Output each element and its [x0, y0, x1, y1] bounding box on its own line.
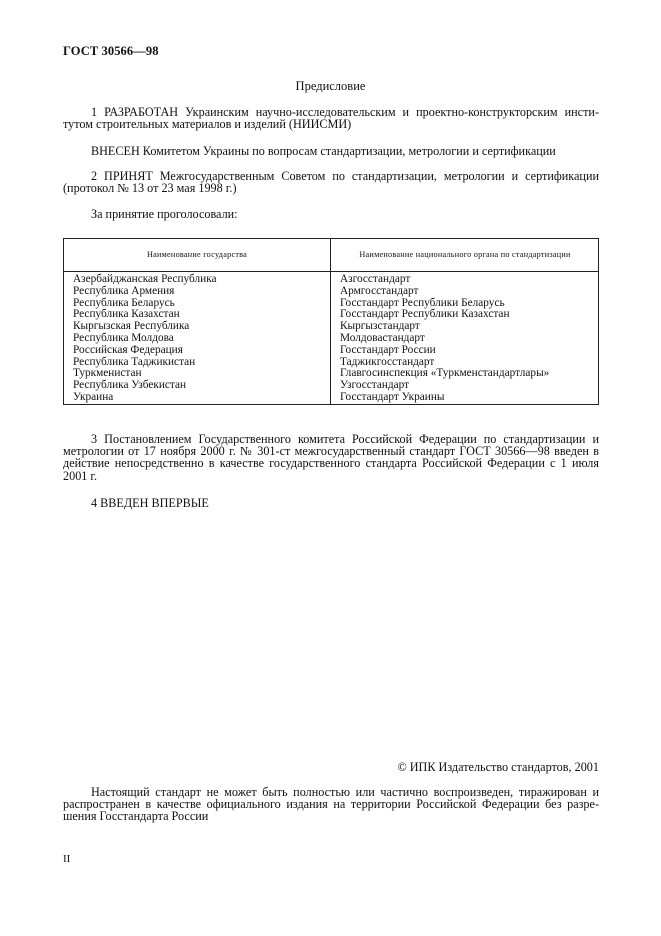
paragraph-adopted: [63, 170, 599, 194]
paragraph-enacted: [63, 433, 599, 482]
table-cell-state: Республика Беларусь: [73, 296, 175, 309]
table-cell-state: Туркменистан: [73, 367, 142, 380]
table-header-body: Наименование национального органа по стандартизации: [359, 250, 571, 259]
table-cell-state: Украина: [73, 390, 114, 403]
paragraph-line: 3 Постановлением Государственного комитета Российской Федерации по стандартизации и: [91, 432, 599, 446]
table-cell-state: Российская Федерация: [73, 343, 183, 356]
table-cell-state: Республика Молдова: [73, 331, 174, 344]
standards-bodies-column: [340, 274, 549, 404]
table-cell-body: Кыргызстандарт: [340, 320, 420, 333]
table-cell-state: Республика Армения: [73, 284, 175, 297]
paragraph-line: (протокол № 13 от 23 мая 1998 г.): [63, 181, 237, 196]
table-cell-body: Госстандарт Республики Казахстан: [340, 308, 510, 321]
table-cell-state: Республика Казахстан: [73, 308, 180, 321]
paragraph-line: 2001 г.: [63, 468, 98, 483]
table-cell-body: Узгосстандарт: [340, 379, 410, 392]
table-cell-body: Таджикгосстандарт: [340, 355, 435, 368]
paragraph-first-introduced: [63, 497, 599, 509]
copyright-notice: © ИПК Издательство стандартов, 2001: [397, 760, 599, 774]
table-cell-state: Кыргызская Республика: [73, 320, 190, 333]
table-cell-body: Госстандарт Республики Беларусь: [340, 296, 505, 309]
paragraph-line: 1 РАЗРАБОТАН Украинским научно-исследовательским и проектно-конструкторским инсти-: [91, 105, 599, 119]
paragraph-line: тутом строительных материалов и изделий (НИИСМИ): [63, 117, 352, 132]
table-cell-body: Молдовастандарт: [340, 331, 425, 344]
table-cell-body: Госстандарт Украины: [340, 390, 445, 403]
paragraph-voted-for: [63, 208, 599, 220]
table-cell-state: Азербайджанская Республика: [73, 273, 217, 285]
voted-for-label: За принятие проголосовали:: [91, 207, 238, 221]
table-header-state: Наименование государства: [146, 250, 248, 259]
page-number: II: [63, 853, 71, 865]
paragraph-line: метрологии от 17 ноября 2000 г. № 301-ст межгосударственный стандарт ГОСТ 30566—98 введен в: [63, 444, 599, 459]
standard-number-header: ГОСТ 30566—98: [63, 44, 159, 58]
paragraph-line: распространен в качестве официального издания на территории Российской Федерации без разре-: [63, 797, 599, 812]
table-cell-state: Республика Узбекистан: [73, 379, 187, 392]
table-cell-body: Госстандарт России: [340, 343, 436, 356]
table-cell-body: Главгосинспекция «Туркменстандартлары»: [340, 367, 550, 380]
paragraph-line: ВНЕСЕН Комитетом Украины по вопросам стандартизации, метрологии и сертификации: [91, 144, 556, 158]
voting-table: [63, 238, 599, 405]
table-column-divider: [330, 239, 331, 404]
state-names-column: [73, 274, 217, 404]
paragraph-line: 4 ВВЕДЕН ВПЕРВЫЕ: [91, 496, 209, 510]
table-header-row: [64, 239, 598, 272]
paragraph-developed: [63, 106, 599, 130]
paragraph-line: действие непосредственно в качестве государственного стандарта Российской Федерации с 1 июля: [63, 456, 599, 471]
table-cell-body: Азгосстандарт: [340, 273, 411, 285]
table-cell-body: Армгосстандарт: [340, 284, 419, 297]
foreword-title: Предисловие: [295, 79, 366, 93]
paragraph-introduced: [63, 145, 599, 157]
reproduction-notice: [63, 786, 599, 823]
paragraph-line: Настоящий стандарт не может быть полностью или частично воспроизведен, тиражирован и: [91, 785, 599, 799]
table-cell-state: Республика Таджикистан: [73, 355, 196, 368]
paragraph-line: шения Госстандарта России: [63, 809, 209, 824]
paragraph-line: 2 ПРИНЯТ Межгосударственным Советом по стандартизации, метрологии и сертификации: [91, 169, 599, 183]
